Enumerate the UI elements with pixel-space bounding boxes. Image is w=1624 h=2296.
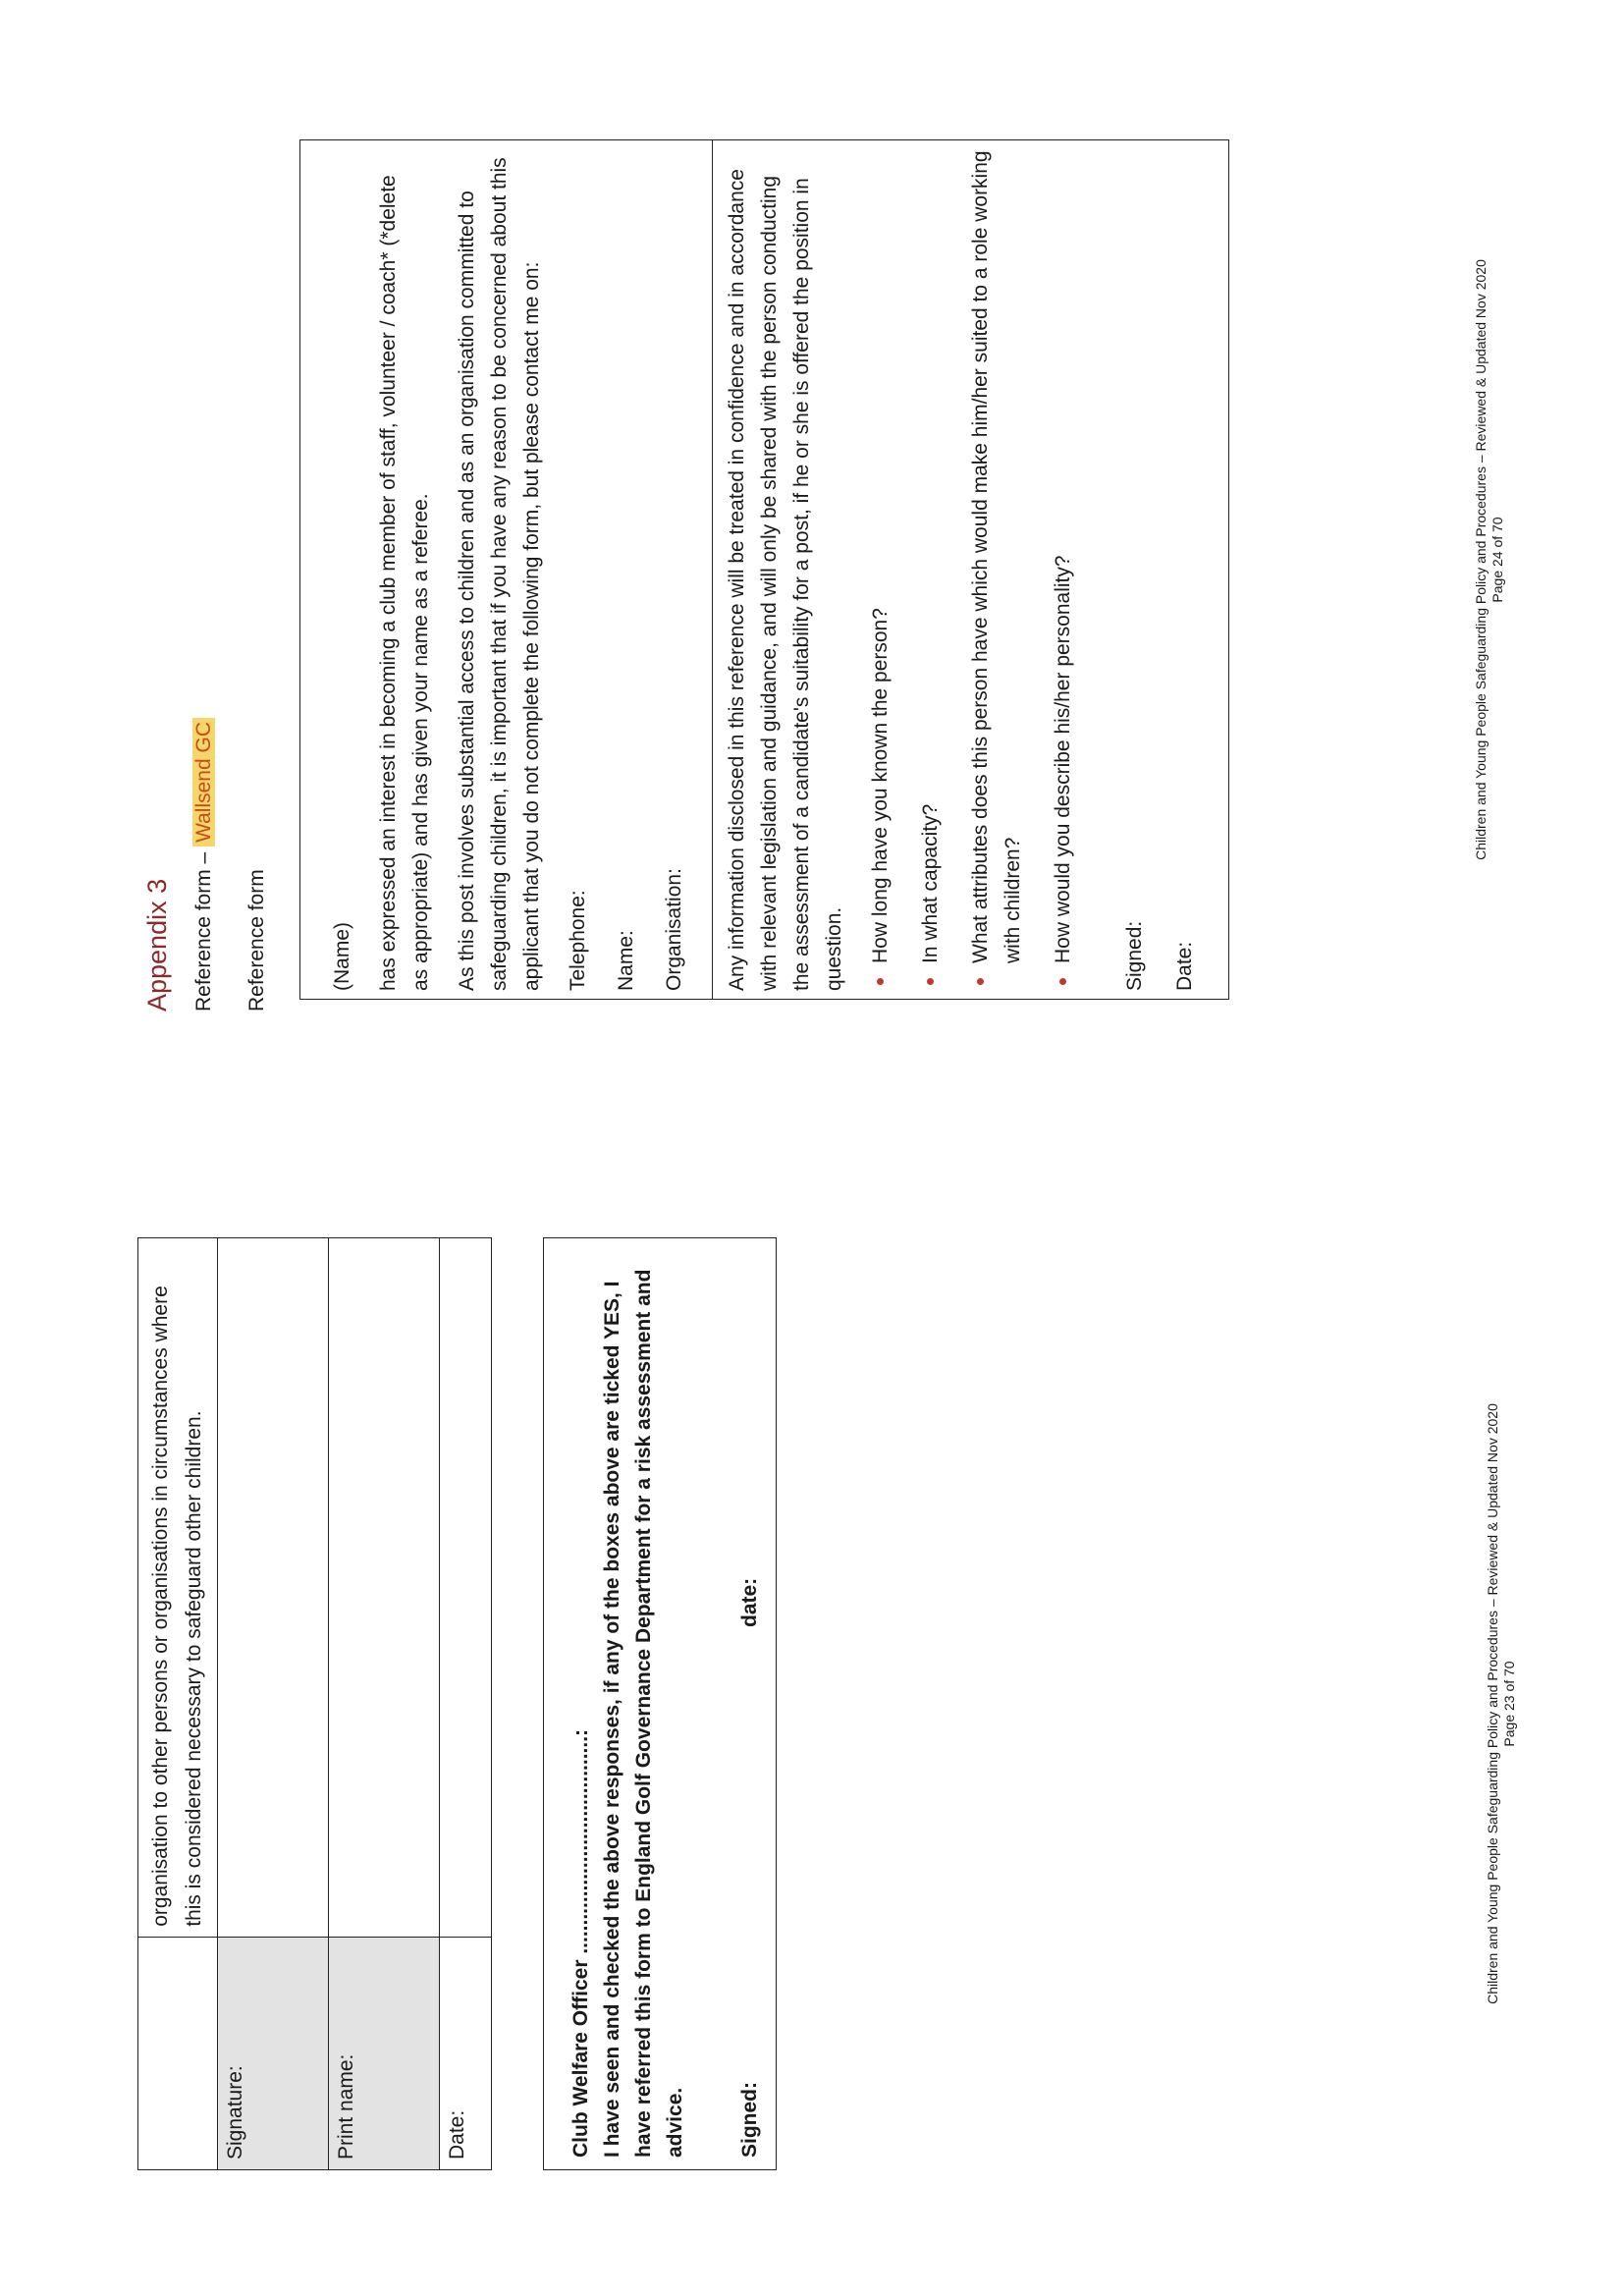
reference-date-field[interactable]: Date: — [1173, 941, 1196, 991]
continuation-text: organisation to other persons or organisations in circumstances where this is considered necessary to safeguard other children. — [138, 1238, 218, 1938]
post-text: As this post involves substantial access to children and as an organisation committed to safeguarding children, it is important that if you have any reason to be concerned about this applicant that you do not complete the following form, but please contact me on: — [456, 157, 543, 991]
signature-row — [218, 1238, 329, 2170]
confidentiality-text: Any information disclosed in this reference will be treated in confidence and in accordance with relevant legislation and guidance, and will only be shared with the person conducting the assessment of a candidate's suitability for a post, if he or she is offered the position in question. — [726, 169, 845, 991]
page-24-footer — [1473, 118, 1506, 1002]
officer-signed-label: Signed: — [738, 2082, 761, 2158]
print-name-field[interactable] — [329, 1238, 440, 1938]
print-name-label: Print name: — [329, 1937, 440, 2169]
date-label: Date: — [440, 1937, 492, 2169]
appendix-heading: Appendix 3 — [142, 878, 172, 1011]
reference-form-label: Reference form — [245, 869, 268, 1011]
footer-24-title: Children and Young People Safeguarding Policy and Procedures – Reviewed & Updated Nov 2020 — [1473, 259, 1489, 860]
reference-table-box — [299, 139, 1229, 1000]
organisation-field[interactable]: Organisation: — [663, 868, 685, 991]
footer-23-page: Page 23 of 70 — [1501, 1661, 1517, 1747]
signature-table — [137, 1237, 492, 2170]
date-row — [440, 1238, 492, 2170]
name-field[interactable]: Name: — [615, 930, 637, 991]
question-text: In what capacity? — [919, 803, 942, 963]
question-item[interactable] — [1047, 148, 1079, 991]
officer-title-line — [566, 1250, 597, 2158]
signature-field[interactable] — [218, 1238, 329, 1938]
date-field[interactable] — [440, 1238, 492, 1938]
page-23-footer — [1485, 1237, 1518, 2170]
signature-label: Signature: — [218, 1937, 329, 2169]
bullet-icon — [877, 978, 884, 985]
officer-name-dots[interactable]: ......................................: — [569, 1728, 592, 1954]
reference-questions-section — [713, 140, 1228, 999]
question-item[interactable] — [914, 148, 947, 991]
officer-sign-line — [734, 1250, 766, 2158]
officer-box — [543, 1237, 777, 2170]
safeguard-signature-table — [137, 1237, 492, 2170]
question-text: How would you describe his/her personality? — [1052, 555, 1074, 963]
reference-signed-field[interactable]: Signed: — [1123, 920, 1146, 991]
footer-24-page: Page 24 of 70 — [1489, 517, 1505, 603]
officer-statement: I have seen and checked the above responses, if any of the boxes above are ticked YES, I have referred this form to England Golf Governance Department for a risk assessment and advice. — [601, 1269, 686, 2158]
appendix-header — [142, 128, 269, 1011]
print-name-row — [329, 1238, 440, 2170]
referee-contact-section — [300, 140, 713, 999]
bullet-icon — [977, 978, 984, 985]
club-welfare-officer-box — [543, 1237, 777, 2170]
reference-signature-block — [1118, 148, 1201, 991]
officer-title: Club Welfare Officer — [569, 1959, 592, 2158]
reference-title — [192, 128, 216, 1011]
club-name-highlight: Wallsend GC — [192, 718, 215, 847]
question-text: What attributes does this person have which would make him/her suited to a role working with children? — [969, 150, 1024, 963]
reference-form-table — [299, 139, 1229, 1000]
bullet-icon — [927, 978, 934, 985]
question-list — [864, 148, 1079, 991]
reference-title-prefix: Reference form – — [192, 846, 215, 1011]
question-text: How long have you known the person? — [869, 608, 892, 963]
interest-text: has expressed an interest in becoming a club member of staff, volunteer / coach* (*delete as appropriate) and has given your name as a referee. — [377, 175, 432, 991]
officer-date-label: date: — [738, 1577, 761, 1627]
bullet-icon — [1059, 978, 1066, 985]
footer-23-title: Children and Young People Safeguarding Policy and Procedures – Reviewed & Updated Nov 2020 — [1485, 1403, 1500, 2004]
telephone-field[interactable]: Telephone: — [567, 890, 589, 991]
question-item[interactable] — [964, 148, 1029, 991]
continuation-row — [138, 1238, 218, 2170]
continuation-spacer-cell — [138, 1937, 218, 2169]
question-item[interactable] — [864, 148, 896, 991]
candidate-name-label[interactable]: (Name) — [331, 921, 353, 991]
